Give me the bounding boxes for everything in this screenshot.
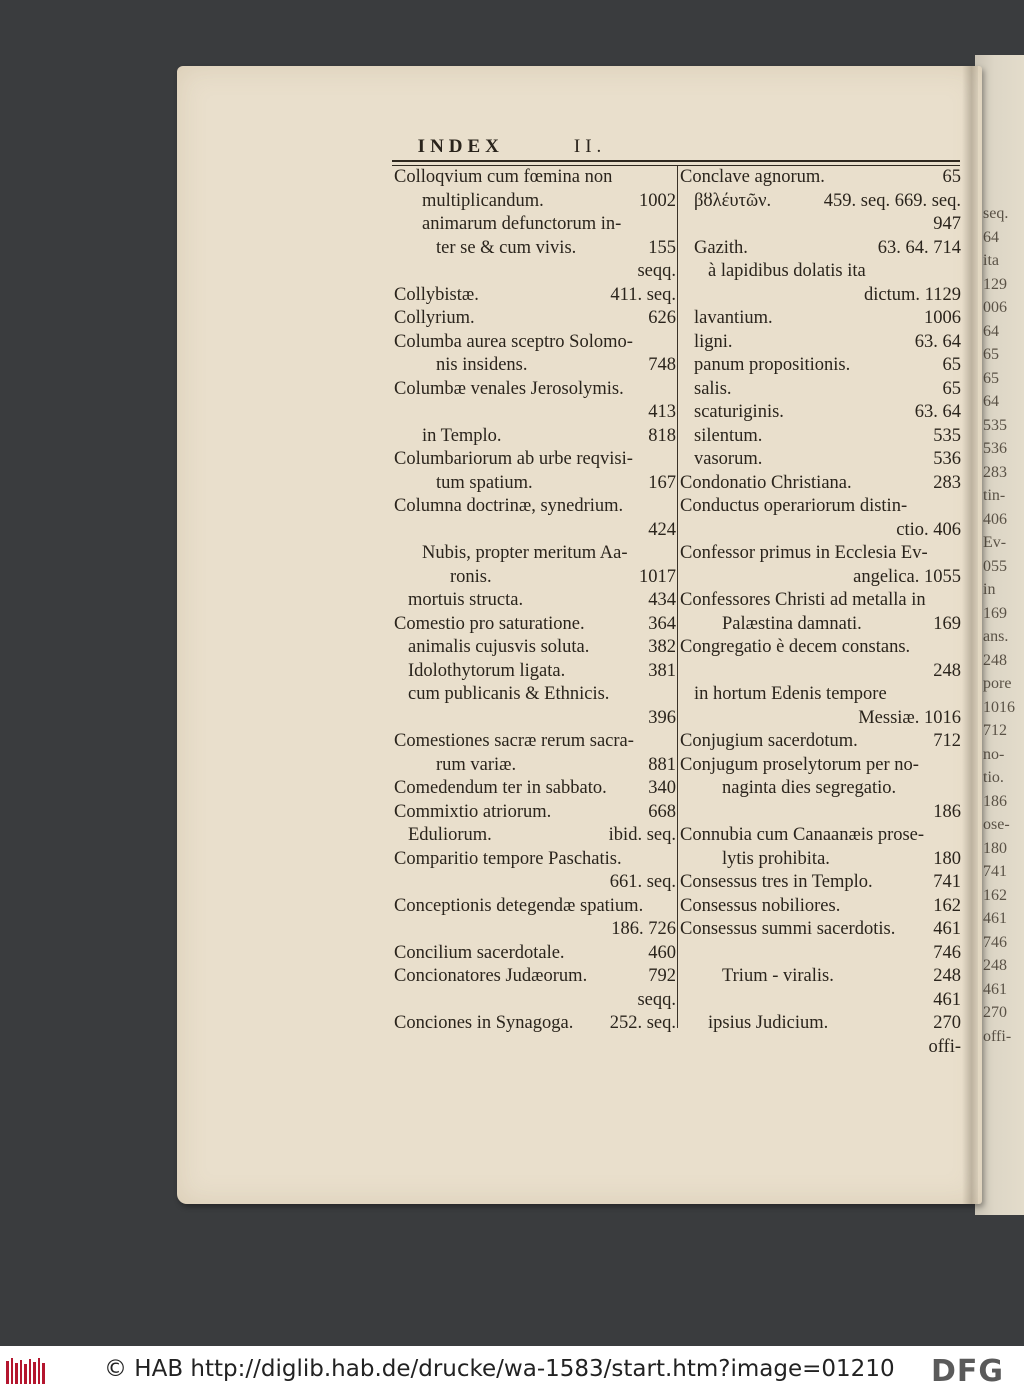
entry-term: Condonatio Christiana.	[680, 472, 852, 493]
adjacent-page-fragment: 270	[983, 1004, 1007, 1021]
index-entry	[394, 519, 676, 543]
entry-page-ref: 364	[648, 613, 676, 634]
entry-page-ref: 63. 64	[914, 331, 961, 352]
entry-term: Colloqvium cum fœmina non	[394, 167, 613, 187]
adjacent-page-fragment: 65	[983, 346, 999, 363]
index-entry	[394, 1012, 676, 1036]
entry-term: Conclave agnorum.	[680, 167, 825, 187]
index-entry	[680, 542, 961, 566]
index-entry	[680, 707, 961, 731]
index-entry	[394, 801, 676, 825]
index-entry	[394, 871, 676, 895]
index-entry	[680, 824, 961, 848]
entry-page-ref: angelica. 1055	[853, 566, 961, 587]
index-entry	[394, 213, 676, 237]
index-entry	[680, 1012, 961, 1036]
entry-page-ref: 413	[648, 402, 676, 422]
page-fold-shadow	[962, 66, 978, 1204]
index-entry	[394, 307, 676, 331]
index-entry	[394, 166, 676, 190]
adjacent-page-fragment: 712	[983, 722, 1007, 739]
entry-page-ref: 169	[933, 613, 961, 634]
entry-term: Columbariorum ab urbe reqvisi-	[394, 449, 633, 469]
index-entry	[394, 824, 676, 848]
index-entry	[680, 1036, 961, 1060]
index-entry	[680, 871, 961, 895]
entry-page-ref: 1002	[639, 190, 676, 211]
entry-page-ref: 381	[648, 660, 676, 681]
entry-term: in Templo.	[422, 425, 502, 446]
index-entry	[394, 284, 676, 308]
entry-page-ref: 63. 64	[914, 402, 961, 422]
entry-page-ref: 626	[648, 308, 676, 328]
entry-page-ref: 661. seq.	[609, 872, 676, 892]
index-entry	[394, 942, 676, 966]
entry-term: tum spatium.	[436, 472, 533, 493]
index-entry	[394, 683, 676, 707]
index-entry	[680, 683, 961, 707]
entry-page-ref: 65	[942, 378, 961, 399]
entry-term: ronis.	[450, 566, 492, 587]
adjacent-page-fragment: 006	[983, 299, 1007, 316]
entry-term: panum propositionis.	[694, 355, 851, 375]
entry-page-ref: 167	[648, 472, 676, 493]
adjacent-page-fragment: 64	[983, 322, 999, 340]
adjacent-page-fragment: ita	[983, 252, 999, 269]
entry-term: mortuis structa.	[408, 590, 524, 610]
entry-term: cum publicanis & Ethnicis.	[408, 684, 610, 704]
entry-term: Conceptionis detegendæ spatium.	[394, 895, 644, 916]
entry-page-ref: 461	[933, 919, 961, 939]
adjacent-page-fragment: 461	[983, 910, 1007, 927]
entry-term: rum variæ.	[436, 754, 517, 775]
index-entry	[680, 472, 961, 496]
entry-term: Concilium sacerdotale.	[394, 942, 565, 963]
copyright-link[interactable]: © HAB http://diglib.hab.de/drucke/wa-1583/start.htm?image=01210	[104, 1356, 895, 1382]
entry-page-ref: dictum. 1129	[864, 284, 961, 305]
entry-page-ref: Messiæ. 1016	[858, 707, 961, 728]
index-entry	[394, 401, 676, 425]
entry-term: Idolothytorum ligata.	[408, 660, 566, 681]
index-column-right	[680, 166, 961, 1059]
index-entry	[680, 660, 961, 684]
index-entry	[680, 519, 961, 543]
entry-term: Comedendum ter in sabbato.	[394, 778, 607, 798]
entry-page-ref: 186	[933, 801, 961, 822]
index-entry	[394, 260, 676, 284]
index-entry	[394, 495, 676, 519]
index-entry	[680, 754, 961, 778]
entry-page-ref: 668	[648, 801, 676, 822]
index-entry	[680, 190, 961, 214]
entry-page-ref: 741	[933, 872, 961, 892]
index-entry	[394, 918, 676, 942]
adjacent-page-fragment: tin-	[983, 487, 1006, 504]
index-entry	[680, 848, 961, 872]
index-entry	[394, 237, 676, 261]
index-numeral: II.	[573, 136, 607, 157]
entry-term: Concionatores Judæorum.	[394, 966, 588, 986]
entry-page-ref: 411. seq.	[610, 284, 676, 305]
entry-page-ref: 396	[648, 707, 676, 728]
entry-term: Conciones in Synagoga.	[394, 1013, 574, 1033]
adjacent-page-fragment: 169	[983, 604, 1007, 622]
adjacent-page-fragment: 64	[983, 228, 999, 246]
entry-term: Eduliorum.	[408, 825, 492, 845]
entry-term: ligni.	[694, 331, 733, 352]
index-entry	[680, 331, 961, 355]
entry-page-ref: 434	[648, 590, 676, 610]
index-entry	[394, 472, 676, 496]
entry-page-ref: 1006	[924, 308, 961, 328]
entry-page-ref: 459. seq. 669. seq.	[823, 190, 961, 211]
adjacent-page-fragment: 406	[983, 510, 1007, 528]
adjacent-page-fragment: 283	[983, 463, 1007, 481]
entry-page-ref: 65	[942, 167, 961, 187]
index-entry	[394, 589, 676, 613]
entry-page-ref: 180	[933, 848, 961, 869]
adjacent-page-fragment: 055	[983, 557, 1007, 575]
entry-term: Confessor primus in Ecclesia Ev-	[680, 543, 928, 563]
index-entry	[394, 190, 676, 214]
adjacent-page-fragment: pore	[983, 675, 1012, 692]
entry-term: Columba aurea sceptro Solomo-	[394, 331, 633, 352]
entry-page-ref: 186. 726	[611, 919, 676, 939]
index-entry	[680, 284, 961, 308]
index-entry	[394, 448, 676, 472]
entry-term: ter se & cum vivis.	[436, 237, 577, 258]
adjacent-page-fragment: 248	[983, 957, 1007, 974]
index-entry	[394, 331, 676, 355]
index-entry	[394, 378, 676, 402]
adjacent-page-fragment: 536	[983, 440, 1007, 457]
entry-term: Comestiones sacræ rerum sacra-	[394, 731, 634, 751]
entry-term: Comparitio tempore Paschatis.	[394, 848, 622, 869]
entry-page-ref: offi-	[928, 1036, 961, 1057]
index-entry	[394, 566, 676, 590]
entry-page-ref: 535	[933, 425, 961, 446]
adjacent-page-fragment: no-	[983, 745, 1005, 763]
index-entry	[680, 636, 961, 660]
index-entry	[680, 989, 961, 1013]
index-entry	[680, 354, 961, 378]
index-entry	[680, 566, 961, 590]
entry-page-ref: 155	[648, 237, 676, 258]
entry-page-ref: 746	[933, 942, 961, 963]
entry-term: animarum defunctorum in-	[422, 214, 622, 234]
entry-term: Comestio pro saturatione.	[394, 613, 585, 634]
index-entry	[680, 589, 961, 613]
index-entry	[394, 848, 676, 872]
entry-page-ref: seqq.	[637, 989, 676, 1010]
entry-term: ipsius Judicium.	[708, 1013, 829, 1033]
entry-term: Columbæ venales Jerosolymis.	[394, 378, 624, 399]
entry-page-ref: 947	[933, 214, 961, 234]
index-entry	[394, 989, 676, 1013]
adjacent-page-fragment: offi-	[983, 1027, 1012, 1045]
index-entry	[394, 660, 676, 684]
adjacent-page-strip	[975, 55, 1024, 1215]
adjacent-page-fragment: 180	[983, 839, 1007, 857]
entry-page-ref: 382	[648, 637, 676, 657]
entry-page-ref: 881	[648, 754, 676, 775]
entry-page-ref: 270	[933, 1013, 961, 1033]
index-entry	[680, 166, 961, 190]
index-entry	[680, 801, 961, 825]
index-entry	[680, 448, 961, 472]
footer-bar	[0, 1346, 1024, 1396]
adjacent-page-fragment: tio.	[983, 769, 1004, 786]
entry-term: Consessus summi sacerdotis.	[680, 919, 896, 939]
entry-term: scaturiginis.	[694, 402, 784, 422]
entry-term: Conjugum proselytorum per no-	[680, 754, 919, 775]
index-entry	[394, 613, 676, 637]
entry-page-ref: 712	[933, 731, 961, 751]
index-entry	[394, 777, 676, 801]
entry-page-ref: 248	[933, 966, 961, 986]
index-entry	[394, 965, 676, 989]
index-entry	[680, 237, 961, 261]
adjacent-page-fragment: 741	[983, 863, 1007, 880]
entry-term: Nubis, propter meritum Aa-	[422, 543, 628, 563]
adjacent-page-fragment: 65	[983, 369, 999, 387]
adjacent-page-fragment: 535	[983, 416, 1007, 434]
running-header	[0, 136, 1024, 158]
entry-term: Commixtio atriorum.	[394, 801, 552, 822]
entry-term: Columna doctrinæ, synedrium.	[394, 496, 624, 516]
entry-page-ref: 283	[933, 472, 961, 493]
adjacent-page-fragment: in	[983, 581, 996, 598]
entry-term: nis insidens.	[436, 355, 528, 375]
entry-term: Trium - viralis.	[722, 966, 834, 986]
entry-page-ref: 340	[648, 778, 676, 798]
index-entry	[680, 942, 961, 966]
entry-term: à lapidibus dolatis ita	[708, 261, 866, 281]
adjacent-page-fragment: 186	[983, 792, 1007, 810]
index-entry	[394, 636, 676, 660]
adjacent-page-fragment: ose-	[983, 816, 1010, 833]
entry-page-ref: 162	[933, 895, 961, 916]
adjacent-page-fragment: 64	[983, 393, 999, 410]
entry-page-ref: 536	[933, 449, 961, 469]
index-entry	[680, 777, 961, 801]
index-entry	[394, 730, 676, 754]
entry-page-ref: 460	[648, 942, 676, 963]
adjacent-page-fragment: 129	[983, 275, 1007, 293]
index-entry	[680, 378, 961, 402]
entry-term: salis.	[694, 378, 732, 399]
adjacent-page-fragment: 162	[983, 886, 1007, 904]
entry-page-ref: 818	[648, 425, 676, 446]
index-entry	[680, 613, 961, 637]
index-entry	[394, 707, 676, 731]
index-entry	[680, 918, 961, 942]
entry-term: vasorum.	[694, 449, 763, 469]
index-entry	[680, 213, 961, 237]
entry-term: Collybistæ.	[394, 284, 479, 305]
adjacent-page-fragment: 746	[983, 933, 1007, 951]
entry-term: Consessus tres in Templo.	[680, 872, 873, 892]
entry-term: Collyrium.	[394, 308, 475, 328]
index-entry	[680, 965, 961, 989]
entry-term: animalis cujusvis soluta.	[408, 637, 590, 657]
dfg-logo: DFG	[931, 1354, 1005, 1389]
index-entry	[680, 260, 961, 284]
running-title: INDEX	[417, 136, 504, 157]
index-column-left	[394, 166, 676, 1036]
entry-page-ref: 65	[942, 355, 961, 375]
entry-page-ref: 248	[933, 660, 961, 681]
column-divider	[677, 166, 678, 1028]
entry-term: βȣλέυτῶν.	[694, 190, 772, 211]
entry-page-ref: 748	[648, 355, 676, 375]
entry-page-ref: ctio. 406	[896, 519, 961, 540]
entry-page-ref: 63. 64. 714	[877, 237, 961, 258]
entry-page-ref: 424	[648, 519, 676, 540]
entry-term: Gazith.	[694, 237, 748, 258]
entry-term: Confessores Christi ad metalla in	[680, 590, 926, 610]
index-entry	[680, 307, 961, 331]
adjacent-page-fragment: Ev-	[983, 534, 1007, 551]
entry-page-ref: 792	[648, 966, 676, 986]
entry-term: Conjugium sacerdotum.	[680, 731, 858, 751]
barcode-logo-icon	[6, 1358, 46, 1384]
index-entry	[680, 895, 961, 919]
index-entry	[394, 354, 676, 378]
index-entry	[394, 425, 676, 449]
entry-page-ref: ibid. seq.	[608, 825, 676, 845]
entry-term: lytis prohibita.	[722, 848, 830, 869]
index-entry	[394, 754, 676, 778]
adjacent-page-fragment: 1016	[983, 698, 1015, 716]
index-entry	[394, 542, 676, 566]
adjacent-page-fragment: 248	[983, 651, 1007, 669]
entry-term: multiplicandum.	[422, 190, 544, 211]
entry-term: Connubia cum Canaanæis prose-	[680, 825, 925, 845]
entry-page-ref: 1017	[639, 566, 676, 587]
index-entry	[680, 495, 961, 519]
entry-term: naginta dies segregatio.	[722, 778, 897, 798]
index-entry	[394, 895, 676, 919]
entry-term: in hortum Edenis tempore	[694, 684, 887, 704]
adjacent-page-fragment: ans.	[983, 628, 1009, 645]
entry-page-ref: 461	[933, 989, 961, 1010]
entry-term: lavantium.	[694, 308, 773, 328]
entry-term: Congregatio è decem constans.	[680, 637, 911, 657]
index-entry	[680, 730, 961, 754]
entry-term: Consessus nobiliores.	[680, 895, 841, 916]
entry-term: Palæstina damnati.	[722, 613, 862, 634]
entry-term: Conductus operariorum distin-	[680, 496, 908, 516]
index-entry	[680, 425, 961, 449]
entry-term: silentum.	[694, 425, 763, 446]
adjacent-page-fragment: 461	[983, 980, 1007, 998]
entry-page-ref: seqq.	[637, 261, 676, 281]
adjacent-page-fragment: seq.	[983, 205, 1009, 222]
index-entry	[680, 401, 961, 425]
entry-page-ref: 252. seq.	[609, 1013, 676, 1033]
